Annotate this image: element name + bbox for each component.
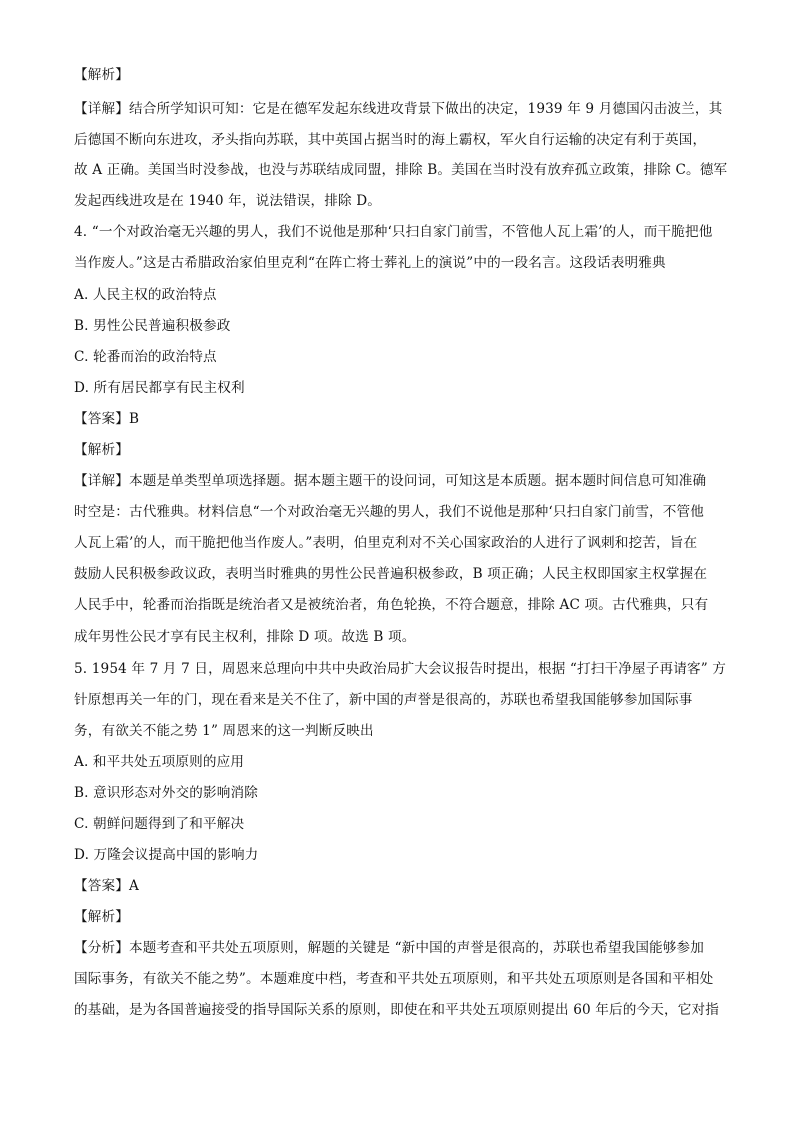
question-4-analysis-line: 成年男性公民才享有民主权利，排除 D 项。故选 B 项。 (74, 629, 416, 645)
question-4-analysis-line: 【详解】本题是单类型单项选择题。据本题主题干的设问词，可知这是本质题。据本题时间信息可知准确 (74, 473, 707, 489)
question-5-stem-line: 务，有欲关不能之势 1” 周恩来的这一判断反映出 (74, 723, 374, 739)
question-4-option-c: C. 轮番而治的政治特点 (74, 349, 217, 365)
paragraph-line: 后德国不断向东进攻，矛头指向苏联，其中英国占据当时的海上霸权，军火自行运输的决定有利于英国， (74, 132, 707, 148)
question-4-option-b: B. 男性公民普遍积极参政 (74, 318, 231, 334)
question-5-stem-line: 5. 1954 年 7 月 7 日，周恩来总理向中共中央政治局扩大会议报告时提出，根据 “打扫干净屋子再请客” 方 (74, 661, 727, 677)
question-5-stem-line: 针原想再关一年的门，现在看来是关不住了，新中国的声誉是很高的，苏联也希望我国能够参加国际事 (74, 692, 693, 708)
question-4-analysis-line: 人民手中，轮番而治指既是统治者又是被统治者，角色轮换，不符合题意，排除 AC 项。古代雅典，只有 (74, 597, 709, 613)
question-5-analysis-line: 【分析】本题考查和平共处五项原则，解题的关键是 “新中国的声誉是很高的，苏联也希望我国能够参加 (74, 940, 705, 956)
question-4-analysis-heading: 【解析】 (74, 442, 129, 458)
question-4-stem-line: 4. “一个对政治毫无兴趣的男人，我们不说他是那种‘只扫自家门前雪，不管他人瓦上霜’的人，而干脆把他 (74, 224, 713, 240)
question-5-option-c: C. 朝鲜问题得到了和平解决 (74, 816, 245, 832)
section-heading-analysis: 【解析】 (74, 67, 129, 83)
question-4-answer: 【答案】B (74, 411, 140, 427)
paragraph-line: 【详解】结合所学知识可知：它是在德军发起东线进攻背景下做出的决定，1939 年 9 月德国闪击波兰，其 (74, 101, 723, 117)
question-4-stem-line: 当作废人。”这是古希腊政治家伯里克利“在阵亡将士葬礼上的演说”中的一段名言。这段话表明雅典 (74, 255, 666, 271)
question-4-analysis-line: 鼓励人民积极参政议政，表明当时雅典的男性公民普遍积极参政，B 项正确；人民主权即国家主权掌握在 (74, 566, 708, 582)
question-4-option-a: A. 人民主权的政治特点 (74, 287, 217, 303)
question-5-option-a: A. 和平共处五项原则的应用 (74, 754, 245, 770)
question-4-option-d: D. 所有居民都享有民主权利 (74, 380, 245, 396)
question-5-option-d: D. 万隆会议提高中国的影响力 (74, 847, 259, 863)
question-4-analysis-line: 时空是：古代雅典。材料信息“一个对政治毫无兴趣的男人，我们不说他是那种‘只扫自家门前雪，不管他 (74, 504, 705, 520)
paragraph-line: 发起西线进攻是在 1940 年，说法错误，排除 D。 (74, 193, 382, 209)
question-5-answer: 【答案】A (74, 878, 139, 894)
question-5-analysis-line: 国际事务，有欲关不能之势”。本题难度中档，考查和平共处五项原则，和平共处五项原则是各国和平相处 (74, 971, 714, 987)
question-5-analysis-heading: 【解析】 (74, 909, 129, 925)
question-5-analysis-line: 的基础，是为各国普遍接受的指导国际关系的原则，即使在和平共处五项原则提出 60 年后的今天，它对指 (74, 1002, 720, 1018)
question-4-analysis-line: 人瓦上霜’的人，而干脆把他当作废人。”表明，伯里克利对不关心国家政治的人进行了讽刺和挖苦，旨在 (74, 535, 698, 551)
paragraph-line: 故 A 正确。美国当时没参战，也没与苏联结成同盟，排除 B。美国在当时没有放弃孤立政策，排除 C。德军 (74, 162, 728, 178)
question-5-option-b: B. 意识形态对外交的影响消除 (74, 785, 259, 801)
